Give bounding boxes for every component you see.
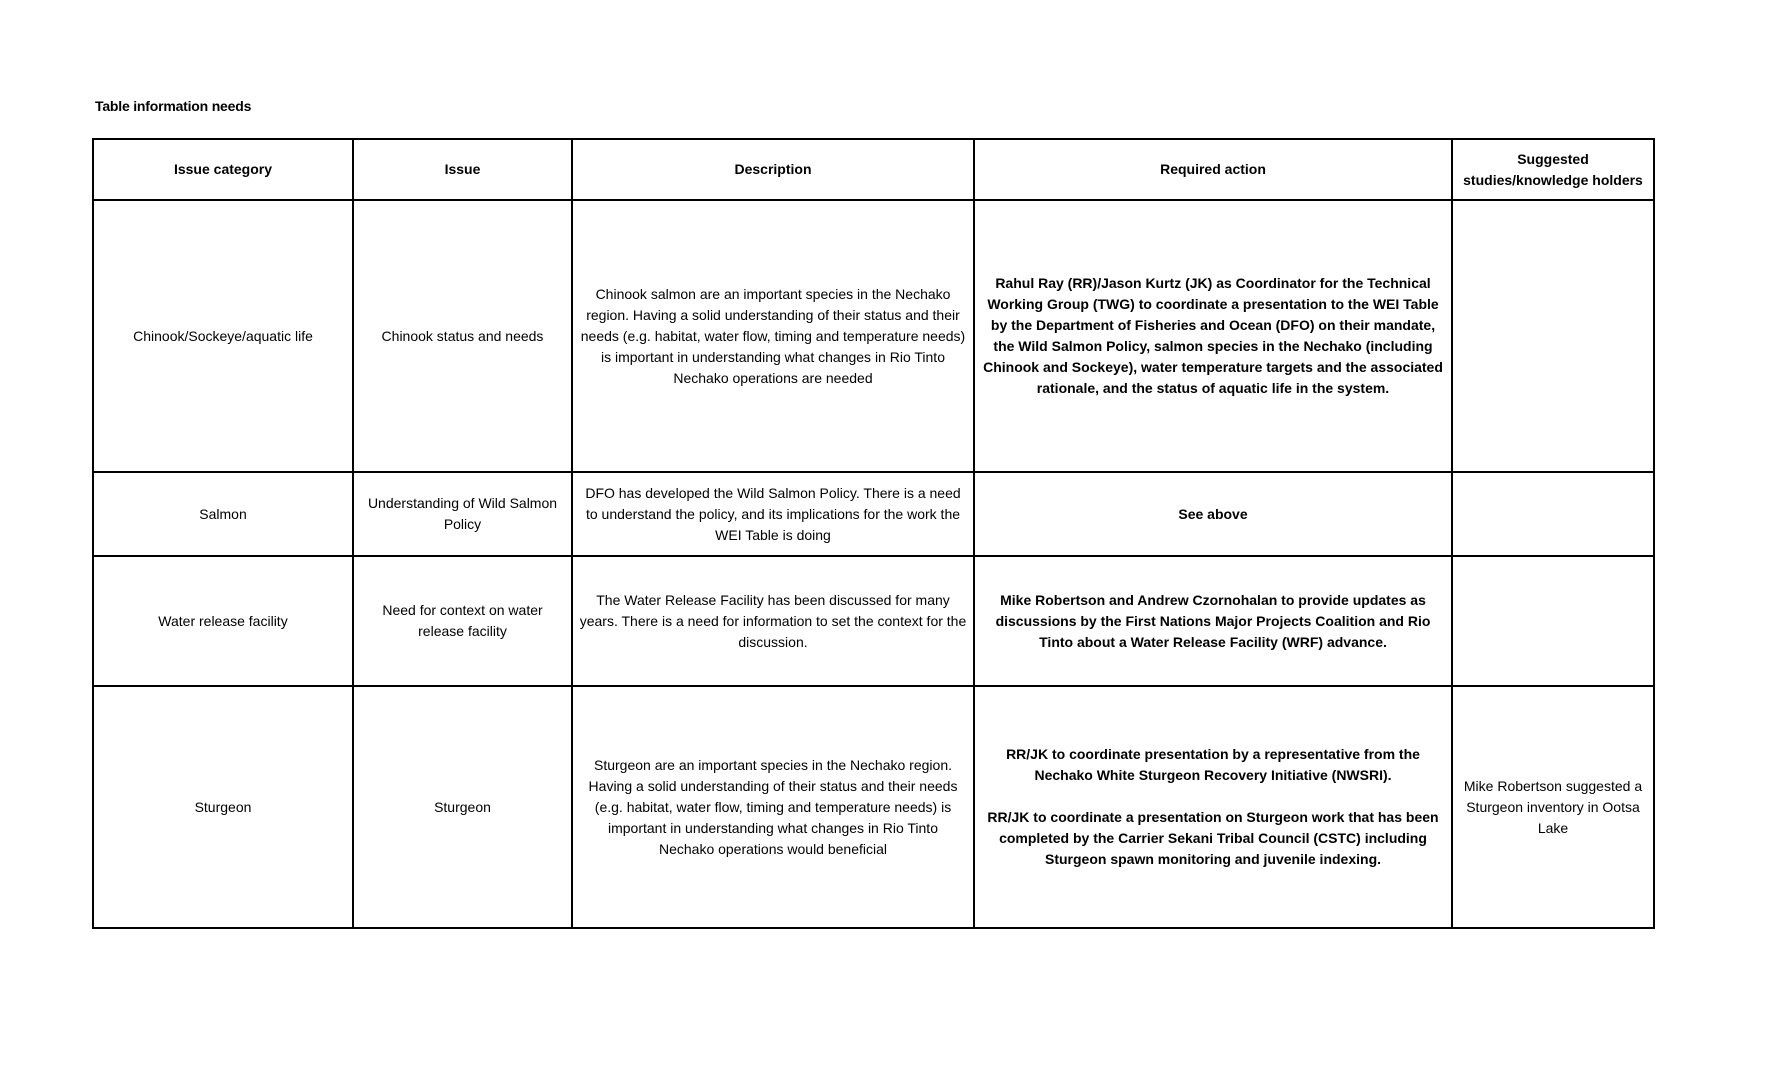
action-paragraph: Rahul Ray (RR)/Jason Kurtz (JK) as Coordinator for the Technical Working Group (TWG) to coordinate a presentation to the WEI Table by the Department of Fisheries and Ocean (DFO) on their mandate, the Wild Salmon Policy, salmon species in the Nechako (including Chinook and Sockeye), water temperature targets and the associated rationale, and the status of aquatic life in the system. bbox=[983, 275, 1443, 396]
action-paragraph: Mike Robertson and Andrew Czornohalan to provide updates as discussions by the First Nations Major Projects Coalition and Rio Tinto about a Water Release Facility (WRF) advance. bbox=[995, 591, 1431, 650]
cell-description: Sturgeon are an important species in the Nechako region. Having a solid understanding of their status and their needs (e.g. habitat, water flow, timing and temperature needs) is important in understanding what changes in Rio Tinto Nechako operations would beneficial bbox=[572, 686, 974, 928]
cell-suggested-studies: Mike Robertson suggested a Sturgeon inventory in Ootsa Lake bbox=[1452, 686, 1654, 928]
cell-description: DFO has developed the Wild Salmon Policy. There is a need to understand the policy, and its implications for the work the WEI Table is doing bbox=[572, 472, 974, 556]
cell-issue: Chinook status and needs bbox=[353, 200, 572, 472]
header-required-action: Required action bbox=[974, 139, 1452, 200]
cell-issue-category: Water release facility bbox=[93, 556, 353, 686]
table-row bbox=[93, 200, 1654, 472]
cell-issue: Need for context on water release facility bbox=[353, 556, 572, 686]
cell-issue-category: Chinook/Sockeye/aquatic life bbox=[93, 200, 353, 472]
table-row bbox=[93, 472, 1654, 556]
cell-issue-category: Sturgeon bbox=[93, 686, 353, 928]
table-header-row bbox=[93, 139, 1654, 200]
cell-required-action bbox=[974, 200, 1452, 472]
document-title: Table information needs bbox=[95, 98, 252, 114]
cell-suggested-studies bbox=[1452, 200, 1654, 472]
table-row bbox=[93, 686, 1654, 928]
cell-required-action bbox=[974, 472, 1452, 556]
cell-required-action bbox=[974, 686, 1452, 928]
action-paragraph: RR/JK to coordinate presentation by a representative from the Nechako White Sturgeon Recovery Initiative (NWSRI). bbox=[1006, 746, 1420, 783]
cell-description: The Water Release Facility has been discussed for many years. There is a need for information to set the context for the discussion. bbox=[572, 556, 974, 686]
cell-issue-category: Salmon bbox=[93, 472, 353, 556]
information-needs-table bbox=[92, 138, 1655, 929]
header-issue-category: Issue category bbox=[93, 139, 353, 200]
cell-issue: Sturgeon bbox=[353, 686, 572, 928]
table-row bbox=[93, 556, 1654, 686]
header-suggested-studies: Suggested studies/knowledge holders bbox=[1452, 139, 1654, 200]
cell-description: Chinook salmon are an important species in the Nechako region. Having a solid understanding of their status and their needs (e.g. habitat, water flow, timing and temperature needs) is important in understanding what changes in Rio Tinto Nechako operations are needed bbox=[572, 200, 974, 472]
cell-suggested-studies bbox=[1452, 472, 1654, 556]
action-paragraph: RR/JK to coordinate a presentation on Sturgeon work that has been completed by the Carrier Sekani Tribal Council (CSTC) including Sturgeon spawn monitoring and juvenile indexing. bbox=[987, 809, 1439, 867]
cell-required-action bbox=[974, 556, 1452, 686]
cell-issue: Understanding of Wild Salmon Policy bbox=[353, 472, 572, 556]
action-paragraph: See above bbox=[1178, 505, 1248, 522]
header-description: Description bbox=[572, 139, 974, 200]
header-issue: Issue bbox=[353, 139, 572, 200]
cell-suggested-studies bbox=[1452, 556, 1654, 686]
